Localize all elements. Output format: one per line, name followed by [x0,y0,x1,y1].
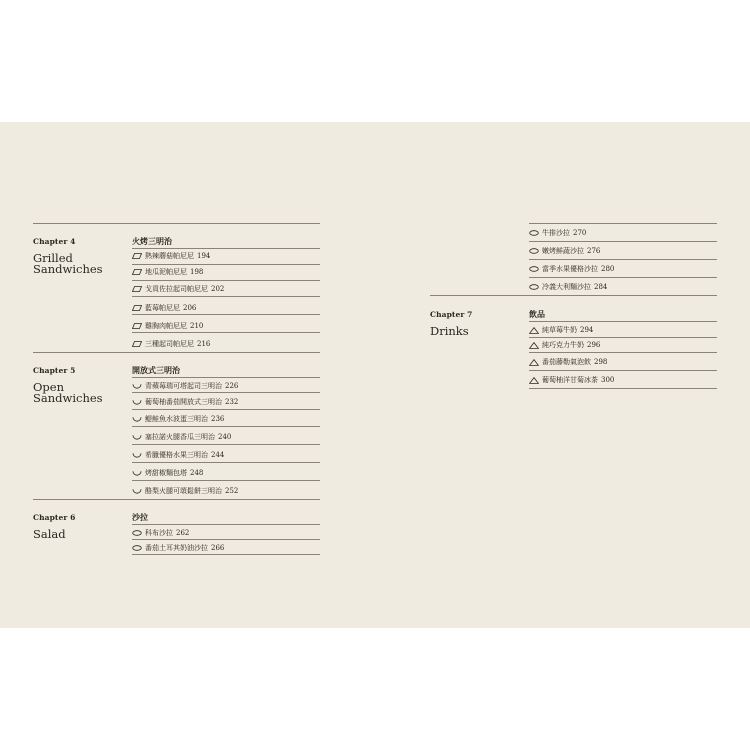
toc-entry[interactable] [529,264,614,274]
toc-entry-name: 青蘋莓瑞可塔起司三明治 [145,382,222,390]
toc-entry[interactable] [132,303,196,313]
ellipse-icon [132,545,142,551]
chapter-6-header-rule [132,524,320,525]
entry-rule [529,277,717,278]
toc-entry[interactable] [132,468,203,478]
toc-entry-page: 248 [190,469,204,477]
toc-entry-name: 番茄土耳其奶油沙拉 [145,544,208,552]
triangle-icon [529,359,539,366]
entry-rule [132,426,320,427]
half-circle-icon [132,416,142,422]
parallelogram-icon [132,269,142,275]
entry-rule [132,462,320,463]
toc-entry-page: 262 [176,529,190,537]
entry-rule [132,444,320,445]
ellipse-icon [132,530,142,536]
toc-entry[interactable] [132,543,224,553]
toc-entry-name: 塞拉諾火腿香瓜三明治 [145,433,215,441]
toc-entry-name: 酪梨火腿可頌鬆餅三明治 [145,487,222,495]
toc-entry-name: 冷義大利麵沙拉 [542,283,591,291]
toc-entry-name: 戈貢佐拉起司帕尼尼 [145,285,208,293]
half-circle-icon [132,470,142,476]
chapter-4-label: Chapter 4 [33,237,76,246]
toc-entry[interactable] [132,450,224,460]
toc-entry-page: 270 [573,229,587,237]
toc-entry-page: 300 [601,376,615,384]
entry-rule [132,409,320,410]
chapter-4-title: Grilled Sandwiches [33,251,103,276]
triangle-icon [529,342,539,349]
toc-entry-name: 純草莓牛奶 [542,326,577,334]
chapter-5-top-rule [33,352,320,353]
toc-entry-name: 希臘優格水果三明治 [145,451,208,459]
toc-entry-name: 三種起司帕尼尼 [145,340,194,348]
triangle-icon [529,377,539,384]
chapter-6-cjk-title: 沙拉 [132,512,148,522]
toc-entry[interactable] [529,246,600,256]
entry-rule [529,241,717,242]
toc-entry-name: 雞胸肉帕尼尼 [145,322,187,330]
parallelogram-icon [132,323,142,329]
toc-entry-page: 226 [225,382,239,390]
toc-entry[interactable] [132,381,238,391]
toc-entry-name: 葡萄柚洋甘菊冰茶 [542,376,598,384]
toc-entry[interactable] [132,267,203,277]
book-spread [0,122,750,628]
parallelogram-icon [132,305,142,311]
toc-entry-name: 當季水果優格沙拉 [542,265,598,273]
toc-entry[interactable] [529,357,607,367]
toc-entry-page: 296 [587,341,601,349]
toc-entry[interactable] [132,486,238,496]
entry-rule [132,554,320,555]
toc-entry[interactable] [132,414,224,424]
chapter-5-title: Open Sandwiches [33,380,103,405]
entry-rule [132,480,320,481]
toc-entry-page: 294 [580,326,594,334]
toc-entry-page: 280 [601,265,615,273]
toc-entry-page: 232 [225,398,239,406]
toc-entry[interactable] [132,321,203,331]
entry-rule [132,332,320,333]
toc-entry-page: 240 [218,433,232,441]
chapter-6-top-rule [33,499,320,500]
toc-entry[interactable] [132,528,189,538]
chapter-5-label: Chapter 5 [33,366,76,375]
half-circle-icon [132,399,142,405]
parallelogram-icon [132,253,142,259]
toc-entry-page: 284 [594,283,608,291]
chapter-5-cjk-title: 開放式三明治 [132,365,180,375]
toc-entry[interactable] [132,284,224,294]
toc-entry-page: 236 [211,415,225,423]
triangle-icon [529,327,539,334]
continued-top-rule [529,223,717,224]
toc-entry-page: 298 [594,358,608,366]
half-circle-icon [132,383,142,389]
toc-entry[interactable] [132,251,210,261]
toc-entry-name: 藍莓帕尼尼 [145,304,180,312]
entry-rule [132,280,320,281]
toc-entry-name: 嫩烤鮮蔬沙拉 [542,247,584,255]
toc-entry[interactable] [132,432,231,442]
toc-entry-page: 244 [211,451,225,459]
entry-rule [132,264,320,265]
ellipse-icon [529,266,539,272]
toc-entry-page: 206 [183,304,197,312]
toc-entry-name: 純巧克力牛奶 [542,341,584,349]
toc-entry-page: 198 [190,268,204,276]
toc-entry-name: 地瓜泥帕尼尼 [145,268,187,276]
toc-entry-name: 科布沙拉 [145,529,173,537]
ellipse-icon [529,248,539,254]
entry-rule [529,370,717,371]
entry-rule [529,259,717,260]
entry-rule [132,314,320,315]
entry-rule [132,296,320,297]
chapter-5-header-rule [132,377,320,378]
toc-entry[interactable] [529,325,593,335]
chapter-6-label: Chapter 6 [33,513,76,522]
toc-entry-page: 266 [211,544,225,552]
half-circle-icon [132,488,142,494]
toc-entry-page: 252 [225,487,239,495]
toc-entry-page: 210 [190,322,204,330]
toc-entry[interactable] [132,339,210,349]
toc-entry[interactable] [529,375,614,385]
chapter-4-cjk-title: 火烤三明治 [132,236,172,246]
entry-rule [132,392,320,393]
chapter-6-title: Salad [33,527,66,541]
toc-entry-name: 番茄藤勒氣泡飲 [542,358,591,366]
toc-entry-page: 202 [211,285,225,293]
chapter-7-cjk-title: 飲品 [529,309,545,319]
toc-entry[interactable] [529,228,586,238]
ellipse-icon [529,230,539,236]
toc-entry-name: 葡萄柚番茄開放式三明治 [145,398,222,406]
toc-entry-page: 216 [197,340,211,348]
entry-rule [132,539,320,540]
chapter-7-label: Chapter 7 [430,310,473,319]
toc-entry-name: 熱辣蘑菇帕尼尼 [145,252,194,260]
half-circle-icon [132,452,142,458]
chapter-7-top-rule [430,295,717,296]
ellipse-icon [529,284,539,290]
toc-entry-name: 牛排沙拉 [542,229,570,237]
entry-rule [529,352,717,353]
half-circle-icon [132,434,142,440]
toc-entry-name: 烤甜椒麵包塔 [145,469,187,477]
chapter-4-top-rule [33,223,320,224]
entry-rule [529,388,717,389]
toc-entry-page: 194 [197,252,211,260]
toc-entry[interactable] [529,340,600,350]
chapter-7-header-rule [529,321,717,322]
toc-entry[interactable] [132,397,238,407]
chapter-7-title: Drinks [430,324,469,338]
toc-entry-page: 276 [587,247,601,255]
entry-rule [529,337,717,338]
parallelogram-icon [132,286,142,292]
toc-entry-name: 鯷鮭魚水波蛋三明治 [145,415,208,423]
toc-entry[interactable] [529,282,607,292]
parallelogram-icon [132,341,142,347]
chapter-4-header-rule [132,248,320,249]
